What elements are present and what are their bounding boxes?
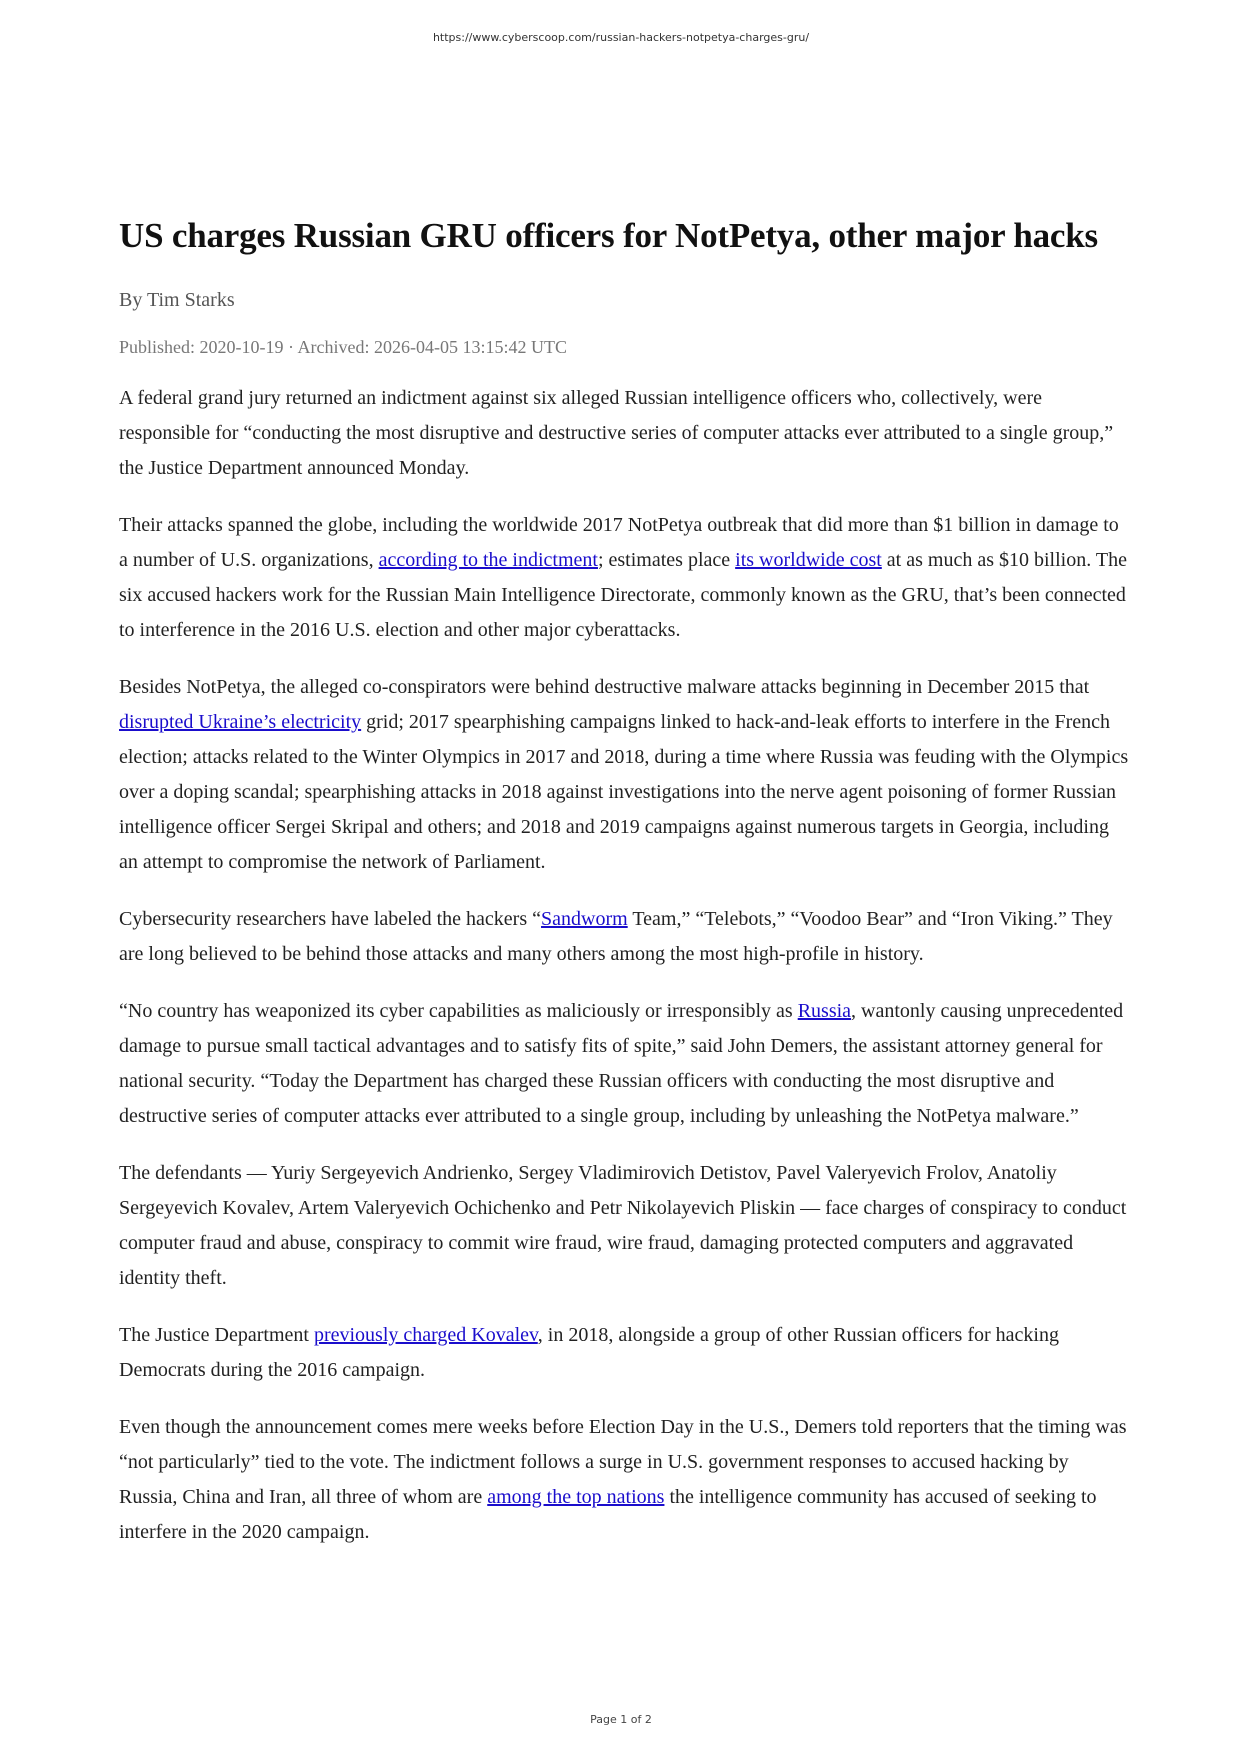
paragraph-text: at as much as $10 billion. The six accused hackers work for the Russian Main Intelligence Directorate, commonly known as the GRU, that’s been connected to interference in the 2016 U.S. election and other major cyberattacks. bbox=[119, 549, 1127, 641]
paragraph-text: A federal grand jury returned an indictment against six alleged Russian intelligence officers who, collectively, were responsible for “conducting the most disruptive and destructive series of computer attacks ever attributed to a single group,” the Justice Department announced Monday. bbox=[119, 387, 1114, 479]
paragraph-6 bbox=[119, 1156, 1129, 1296]
paragraph-8 bbox=[119, 1410, 1129, 1550]
paragraph-text: grid; 2017 spearphishing campaigns linked to hack-and-leak efforts to interfere in the French election; attacks related to the Winter Olympics in 2017 and 2018, during a time where Russia was feuding with the Olympics over a doping scandal; spearphishing attacks in 2018 against investigations into the nerve agent poisoning of former Russian intelligence officer Sergei Skripal and others; and 2018 and 2019 campaigns against numerous targets in Georgia, including an attempt to compromise the network of Parliament. bbox=[119, 711, 1129, 873]
paragraph-text: ; estimates place bbox=[597, 549, 736, 571]
paragraph-text: Besides NotPetya, the alleged co-conspirators were behind destructive malware attacks beginning in December 2015 that bbox=[119, 676, 1090, 698]
paragraph-7 bbox=[119, 1318, 1129, 1388]
paragraph-text: Their attacks spanned the globe, including the worldwide 2017 NotPetya outbreak that did more than $1 billion in damage to a number of U.S. organizations, bbox=[119, 514, 1119, 571]
paragraph-text: , wantonly causing unprecedented damage to pursue small tactical advantages and to satisfy fits of spite,” said John Demers, the assistant attorney general for national security. “Today the Department has charged these Russian officers with conducting the most disruptive and destructive series of computer attacks ever attributed to a single group, including by unleashing the NotPetya malware.” bbox=[119, 1000, 1124, 1127]
paragraph-text: “No country has weaponized its cyber capabilities as maliciously or irresponsibly as bbox=[119, 1000, 798, 1022]
link-sandworm[interactable]: Sandworm bbox=[541, 908, 628, 930]
link-according-to-indictment[interactable]: according to the indictment bbox=[378, 549, 598, 571]
publish-meta: Published: 2020-10-19 · Archived: 2026-04-05 13:15:42 UTC bbox=[119, 337, 567, 357]
byline: By Tim Starks bbox=[119, 289, 235, 311]
link-russia[interactable]: Russia bbox=[797, 1000, 852, 1022]
link-worldwide-cost[interactable]: its worldwide cost bbox=[735, 549, 882, 571]
paragraph-text: The defendants — Yuriy Sergeyevich Andrienko, Sergey Vladimirovich Detistov, Pavel Valeryevich Frolov, Anatoliy Sergeyevich Kovalev, Artem Valeryevich Ochichenko and Petr Nikolayevich Pliskin — face charges of conspiracy to conduct computer fraud and abuse, conspiracy to commit wire fraud, wire fraud, damaging protected computers and aggravated identity theft. bbox=[119, 1162, 1127, 1289]
paragraph-4 bbox=[119, 902, 1129, 972]
paragraph-text: Team,” “Telebots,” “Voodoo Bear” and “Iron Viking.” They are long believed to be behind those attacks and many others among the most high-profile in history. bbox=[119, 908, 1113, 965]
paragraph-2 bbox=[119, 508, 1129, 648]
paragraph-text: Even though the announcement comes mere weeks before Election Day in the U.S., Demers told reporters that the timing was “not particularly” tied to the vote. The indictment follows a surge in U.S. government responses to accused hacking by Russia, China and Iran, all three of whom are bbox=[119, 1416, 1127, 1508]
paragraph-text: the intelligence community has accused of seeking to interfere in the 2020 campaign. bbox=[119, 1486, 1097, 1543]
paragraph-text: Cybersecurity researchers have labeled the hackers “ bbox=[119, 908, 542, 930]
page-number: Page 1 of 2 bbox=[590, 1713, 652, 1726]
article bbox=[119, 210, 1129, 1572]
article-body bbox=[119, 381, 1129, 1550]
page-url: https://www.cyberscoop.com/russian-hackers-notpetya-charges-gru/ bbox=[432, 31, 810, 44]
link-ukraine-electricity[interactable]: disrupted Ukraine’s electricity bbox=[119, 711, 362, 733]
paragraph-3 bbox=[119, 670, 1129, 880]
link-previously-charged-kovalev[interactable]: previously charged Kovalev bbox=[313, 1324, 538, 1346]
paragraph-text: , in 2018, alongside a group of other Russian officers for hacking Democrats during the 2016 campaign. bbox=[119, 1324, 1059, 1381]
article-title: US charges Russian GRU officers for NotPetya, other major hacks bbox=[119, 216, 1098, 255]
link-among-top-nations[interactable]: among the top nations bbox=[487, 1486, 665, 1508]
paragraph-1 bbox=[119, 381, 1129, 486]
paragraph-5 bbox=[119, 994, 1129, 1134]
paragraph-text: The Justice Department bbox=[119, 1324, 314, 1346]
